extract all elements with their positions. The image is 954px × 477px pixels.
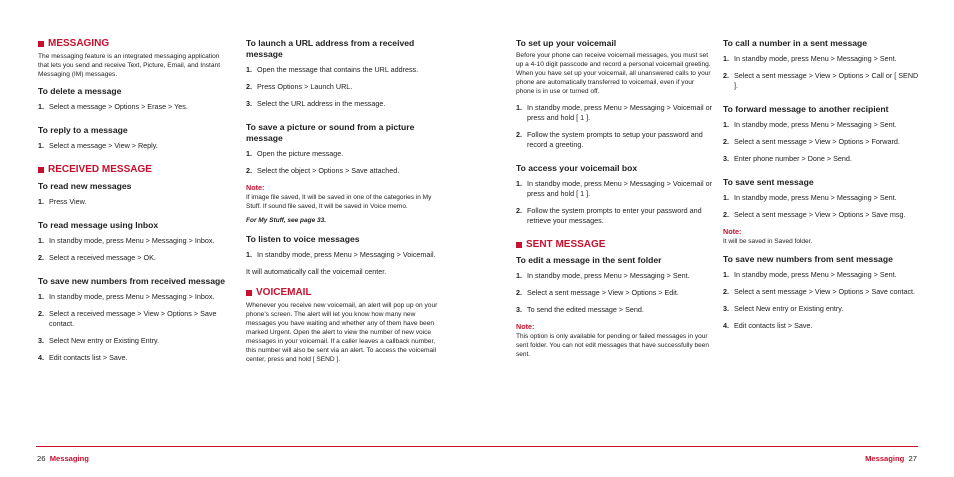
note-text: This option is only available for pending or failed messages in your sent folder. You can not edit messages that have successfully been sent. [516, 333, 709, 358]
heading: To listen to voice messages [246, 234, 360, 244]
bullet-square-icon [246, 290, 252, 296]
heading: To access your voicemail box [516, 163, 638, 173]
step: 2. Select a sent message > View > Options > Save msg. [723, 210, 906, 219]
section-intro: Whenever you receive new voicemail, an alert will pop up on your phone's screen. The alert will let you know how many new messages you have waiting and whether any of them have been marked Urgent. Open the alert to view the number of new voice messages in your voicemail. If a caller leaves a callback number, this number will also be sent via an alert. To access the voicemail center, press and hold [ SEND ]. [246, 302, 438, 363]
step: 2. Select a sent message > View > Options > Call or [ SEND ]. [723, 71, 919, 90]
step: 2. Select a received message > OK. [38, 253, 156, 262]
section-intro: Before your phone can receive voicemail messages, you must set up a 4-10 digit passcode and record a personal voicemail greeting. When you have set up your voicemail, all unanswered calls to your phone are automatically transferred to voicemail, even if your phone is in use or turned off. [516, 52, 711, 95]
step: 2. Follow the system prompts to setup your password and record a greeting. [516, 130, 703, 149]
step: 1. In standby mode, press Menu > Messaging > Inbox. [38, 236, 215, 245]
step: 1. In standby mode, press Menu > Messaging > Inbox. [38, 292, 215, 301]
step: 1. In standby mode, press Menu > Messaging > Sent. [723, 54, 897, 63]
note-label: Note: [246, 183, 265, 192]
section-title-messaging: MESSAGING [38, 38, 228, 49]
heading: To edit a message in the sent folder [516, 255, 662, 265]
heading: To delete a message [38, 86, 122, 96]
heading: To read new messages [38, 181, 132, 191]
footer-section-label: Messaging [49, 454, 89, 463]
section-title-sent: SENT MESSAGE [516, 239, 712, 250]
section-title-received: RECEIVED MESSAGE [38, 164, 228, 175]
note-text: It will be saved in Saved folder. [723, 238, 813, 245]
heading: To save new numbers from received message [38, 276, 226, 286]
footer-right [865, 454, 917, 463]
heading: To forward message to another recipient [723, 104, 889, 114]
note-text: If image file saved, It will be saved in one of the categories in My Stuff. If sound file saved, It will be saved in Voice memo. [246, 194, 432, 210]
heading: To read message using Inbox [38, 220, 159, 230]
step: 2. Select a sent message > View > Options > Forward. [723, 137, 900, 146]
step: 3. Select the URL address in the message. [246, 99, 386, 108]
step: 1. In standby mode, press Menu > Messaging > Sent. [516, 271, 690, 280]
step: 2. Press Options > Launch URL. [246, 82, 353, 91]
step: 1. Open the picture message. [246, 149, 344, 158]
step: 2. Select a sent message > View > Options > Save contact. [723, 287, 916, 296]
footer-left [37, 454, 89, 463]
step: 1. Select a message > Options > Erase > Yes. [38, 102, 188, 111]
step: 1. In standby mode, press Menu > Messaging > Sent. [723, 193, 897, 202]
step: 3. Select New entry or Existing Entry. [38, 336, 160, 345]
heading: To set up your voicemail [516, 38, 617, 48]
heading: To save new numbers from sent message [723, 254, 893, 264]
heading: To call a number in a sent message [723, 38, 868, 48]
column-2 [246, 38, 442, 371]
step: 2. Select the object > Options > Save attached. [246, 166, 400, 175]
step: 2. Select a received message > View > Options > Save contact. [38, 309, 217, 328]
bullet-square-icon [38, 41, 44, 47]
step: 1. Select a message > View > Reply. [38, 141, 158, 150]
step: 3. Enter phone number > Done > Send. [723, 154, 852, 163]
heading: To save sent message [723, 177, 814, 187]
bullet-square-icon [516, 242, 522, 248]
section-title-voicemail: VOICEMAIL [246, 287, 442, 298]
step: 3. To send the edited message > Send. [516, 305, 644, 314]
step: 1. In standby mode, press Menu > Messaging > Voicemail or press and hold [ 1 ]. [516, 103, 712, 122]
step: 1. In standby mode, press Menu > Messaging > Voicemail. [246, 250, 436, 259]
column-1 [38, 38, 228, 370]
step: 2. Select a sent message > View > Options > Edit. [516, 288, 679, 297]
footer-section-label: Messaging [865, 454, 905, 463]
page-reference: For My Stuff, see page 33. [246, 217, 327, 224]
page-number: 27 [908, 454, 917, 463]
column-3 [516, 38, 712, 365]
page-number: 26 [37, 454, 46, 463]
bullet-square-icon [38, 167, 44, 173]
section-intro: The messaging feature is an integrated messaging application that lets you send and receive Text, Picture, Email, and Instant Messaging (IM) messages. [38, 53, 221, 78]
heading: To save a picture or sound from a picture message [246, 122, 415, 143]
column-4 [723, 38, 919, 338]
step: 1. In standby mode, press Menu > Messaging > Voicemail or press and hold [ 1 ]. [516, 179, 712, 198]
step: 2. Follow the system prompts to enter your password and retrieve your messages. [516, 206, 702, 225]
step: 1. In standby mode, press Menu > Messaging > Sent. [723, 270, 897, 279]
paragraph: It will automatically call the voicemail center. [246, 267, 387, 276]
heading: To launch a URL address from a received message [246, 38, 415, 59]
step: 1. Open the message that contains the URL address. [246, 65, 419, 74]
heading: To reply to a message [38, 125, 128, 135]
step: 4. Edit contacts list > Save. [723, 321, 813, 330]
step: 1. In standby mode, press Menu > Messaging > Sent. [723, 120, 897, 129]
note-label: Note: [723, 227, 742, 236]
footer-rule [36, 446, 918, 447]
step: 3. Select New entry or Existing entry. [723, 304, 844, 313]
step: 4. Edit contacts list > Save. [38, 353, 128, 362]
note-label: Note: [516, 322, 535, 331]
step: 1. Press View. [38, 197, 87, 206]
